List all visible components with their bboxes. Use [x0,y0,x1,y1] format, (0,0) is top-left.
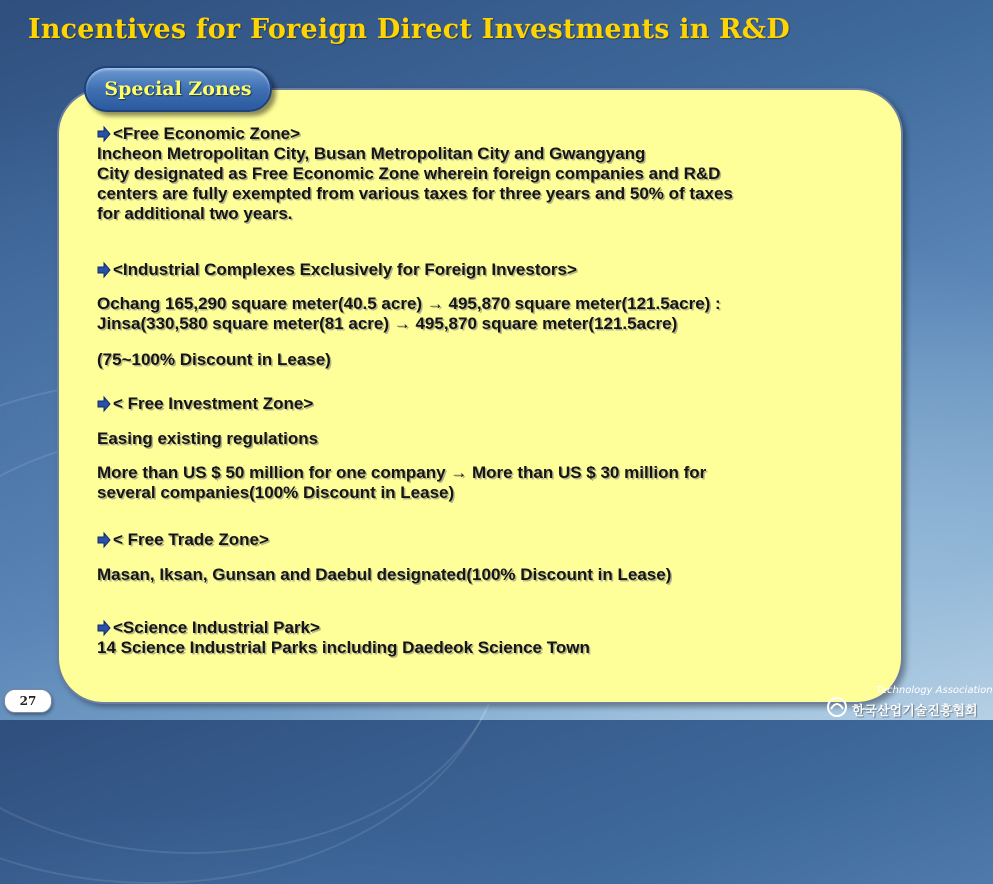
arrow-bullet-icon [97,126,111,142]
section-text-line: Easing existing regulations [97,429,319,448]
section-text-line: Incheon Metropolitan City, Busan Metropolitan City and Gwangyang [97,144,646,163]
page-number-badge: 27 [4,689,52,713]
section-free-investment-zone-body [97,429,897,449]
section-text-line: More than US $ 50 million for one company → More than US $ 30 million for [97,463,707,482]
association-name-en: Technology Association [876,685,993,696]
section-heading: <Industrial Complexes Exclusively for Foreign Investors> [113,260,577,279]
slide-title: Incentives for Foreign Direct Investments in R&D [28,14,790,45]
arrow-bullet-icon [97,620,111,636]
section-text-line: Jinsa(330,580 square meter(81 acre) → 495,870 square meter(121.5acre) [97,314,678,333]
section-heading-row [97,530,897,550]
arrow-bullet-icon [97,262,111,278]
association-name-ko: 한국산업기술진흥협회 [852,704,978,719]
section-heading: <Science Industrial Park> [113,618,320,637]
section-industrial-complexes-body [97,294,897,334]
section-text-line: (75~100% Discount in Lease) [97,350,331,369]
section-text-line: Masan, Iksan, Gunsan and Daebul designated(100% Discount in Lease) [97,565,672,584]
section-text-line: Ochang 165,290 square meter(40.5 acre) → 495,870 square meter(121.5acre) : [97,294,721,313]
section-text-line: 14 Science Industrial Parks including Daedeok Science Town [97,638,590,657]
section-industrial-complexes-note [97,350,897,370]
arrow-bullet-icon [97,532,111,548]
section-heading-row [97,260,897,280]
section-text-line: City designated as Free Economic Zone wherein foreign companies and R&D [97,164,721,183]
section-heading: <Free Economic Zone> [113,124,301,143]
section-text-line: for additional two years. [97,204,293,223]
section-science-industrial-park [97,618,897,658]
special-zones-label: Special Zones [104,78,252,100]
section-heading-row [97,124,897,144]
section-free-trade-zone [97,530,897,550]
section-free-economic-zone [97,124,897,224]
arrow-bullet-icon [97,396,111,412]
section-free-trade-zone-body [97,565,897,585]
section-heading-row [97,394,897,414]
section-free-investment-zone [97,394,897,414]
section-industrial-complexes [97,260,897,280]
section-text-line: several companies(100% Discount in Lease) [97,483,455,502]
section-heading-row [97,618,897,638]
section-text-line: centers are fully exempted from various taxes for three years and 50% of taxes [97,184,733,203]
section-heading: < Free Trade Zone> [113,530,269,549]
section-heading: < Free Investment Zone> [113,394,314,413]
section-free-investment-zone-detail [97,463,897,503]
association-logo-icon [826,696,848,718]
special-zones-tab [84,66,272,112]
